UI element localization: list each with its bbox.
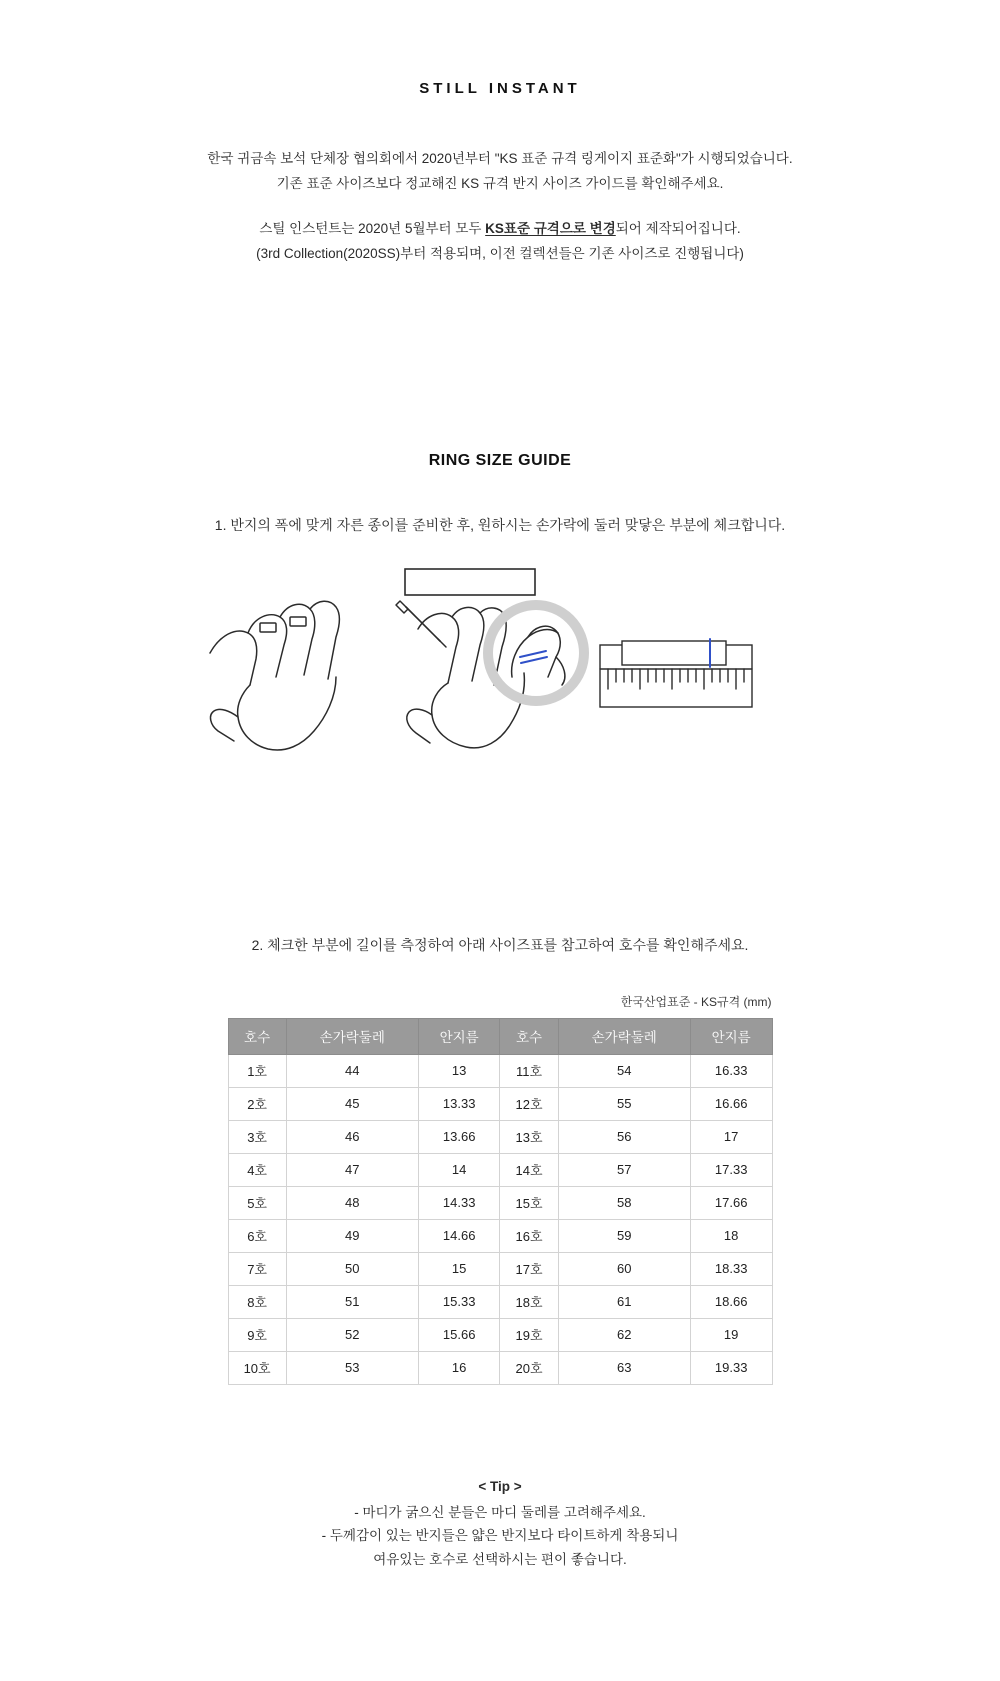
table-cell: 16호 — [500, 1219, 558, 1252]
table-cell: 15 — [418, 1252, 500, 1285]
table-cell: 20호 — [500, 1351, 558, 1384]
table-cell: 7호 — [228, 1252, 286, 1285]
size-measure-illustration — [190, 565, 810, 795]
table-cell: 55 — [558, 1087, 690, 1120]
table-cell: 1호 — [228, 1054, 286, 1087]
table-header-cell: 안지름 — [690, 1018, 772, 1054]
table-cell: 16 — [418, 1351, 500, 1384]
table-header-cell: 손가락둘레 — [558, 1018, 690, 1054]
table-cell: 58 — [558, 1186, 690, 1219]
ruler-illustration-icon — [600, 639, 752, 707]
table-cell: 18.66 — [690, 1285, 772, 1318]
tip-block — [0, 1475, 1000, 1572]
intro-line-3-emphasis: KS표준 규격으로 변경 — [485, 220, 616, 236]
table-cell: 18호 — [500, 1285, 558, 1318]
table-cell: 3호 — [228, 1120, 286, 1153]
table-cell: 14.66 — [418, 1219, 500, 1252]
table-cell: 4호 — [228, 1153, 286, 1186]
table-cell: 16.66 — [690, 1087, 772, 1120]
table-cell: 19.33 — [690, 1351, 772, 1384]
table-cell: 18 — [690, 1219, 772, 1252]
table-header-cell: 호수 — [500, 1018, 558, 1054]
intro-line-3-post: 되어 제작되어집니다. — [615, 220, 741, 236]
table-cell: 60 — [558, 1252, 690, 1285]
illustration-group — [0, 565, 1000, 795]
table-cell: 62 — [558, 1318, 690, 1351]
table-cell: 17.66 — [690, 1186, 772, 1219]
table-cell: 51 — [286, 1285, 418, 1318]
table-cell: 16.33 — [690, 1054, 772, 1087]
ring-size-guide-page — [0, 80, 1000, 1681]
intro-line-1: 한국 귀금속 보석 단체장 협의회에서 2020년부터 "KS 표준 규격 링게이지 표준화"가 시행되었습니다. — [207, 151, 793, 166]
table-cell: 17.33 — [690, 1153, 772, 1186]
table-header-cell: 손가락둘레 — [286, 1018, 418, 1054]
table-cell: 63 — [558, 1351, 690, 1384]
step-1-text: 1. 반지의 폭에 맞게 자른 종이를 준비한 후, 원하시는 손가락에 둘러 맞닿은 부분에 체크합니다. — [214, 516, 786, 533]
table-cell: 53 — [286, 1351, 418, 1384]
table-cell: 13호 — [500, 1120, 558, 1153]
table-row — [228, 1351, 772, 1384]
page-title: STILL INSTANT — [419, 80, 581, 97]
table-header-cell: 호수 — [228, 1018, 286, 1054]
table-cell: 47 — [286, 1153, 418, 1186]
table-cell: 49 — [286, 1219, 418, 1252]
table-row — [228, 1120, 772, 1153]
intro-spacer — [0, 197, 1000, 217]
table-row — [228, 1054, 772, 1087]
table-row — [228, 1252, 772, 1285]
ring-size-table — [228, 1018, 773, 1385]
tip-line-1: - 마디가 굵으신 분들은 마디 둘레를 고려해주세요. — [354, 1504, 646, 1520]
intro-line-3-pre: 스틸 인스턴트는 2020년 5월부터 모두 — [259, 220, 486, 236]
tip-line-3: 여유있는 호수로 선택하시는 편이 좋습니다. — [373, 1551, 627, 1567]
table-cell: 48 — [286, 1186, 418, 1219]
intro-line-2: 기존 표준 사이즈보다 정교해진 KS 규격 반지 사이즈 가이드를 확인해주세요. — [276, 175, 724, 191]
table-cell: 59 — [558, 1219, 690, 1252]
table-cell: 14.33 — [418, 1186, 500, 1219]
table-cell: 6호 — [228, 1219, 286, 1252]
table-cell: 13.33 — [418, 1087, 500, 1120]
table-header-row — [228, 1018, 772, 1054]
table-cell: 14호 — [500, 1153, 558, 1186]
table-cell: 10호 — [228, 1351, 286, 1384]
table-cell: 11호 — [500, 1054, 558, 1087]
table-cell: 61 — [558, 1285, 690, 1318]
table-cell: 44 — [286, 1054, 418, 1087]
table-cell: 12호 — [500, 1087, 558, 1120]
paper-strip-icon — [405, 569, 535, 595]
table-row — [228, 1219, 772, 1252]
table-cell: 18.33 — [690, 1252, 772, 1285]
table-cell: 5호 — [228, 1186, 286, 1219]
tip-line-2: - 두께감이 있는 반지들은 얇은 반지보다 타이트하게 착용되니 — [321, 1528, 679, 1544]
table-cell: 8호 — [228, 1285, 286, 1318]
table-cell: 14 — [418, 1153, 500, 1186]
section-title-ring-size-guide: RING SIZE GUIDE — [428, 451, 572, 469]
table-cell: 15호 — [500, 1186, 558, 1219]
table-cell: 17 — [690, 1120, 772, 1153]
wrap-finger-illustration-icon — [396, 601, 584, 748]
table-cell: 19 — [690, 1318, 772, 1351]
table-cell: 9호 — [228, 1318, 286, 1351]
table-cell: 54 — [558, 1054, 690, 1087]
table-row — [228, 1186, 772, 1219]
step-2-text: 2. 체크한 부분에 길이를 측정하여 아래 사이즈표를 참고하여 호수를 확인해주세요. — [251, 936, 749, 953]
intro-line-4: (3rd Collection(2020SS)부터 적용되며, 이전 컬렉션들은 기존 사이즈로 진행됩니다) — [256, 245, 744, 261]
tip-heading: < Tip > — [478, 1478, 522, 1494]
table-cell: 13.66 — [418, 1120, 500, 1153]
table-header-cell: 안지름 — [418, 1018, 500, 1054]
bottom-spacer — [0, 1571, 1000, 1681]
table-cell: 56 — [558, 1120, 690, 1153]
table-row — [228, 1087, 772, 1120]
table-cell: 15.33 — [418, 1285, 500, 1318]
table-cell: 46 — [286, 1120, 418, 1153]
intro-line-3 — [0, 217, 1000, 242]
table-cell: 19호 — [500, 1318, 558, 1351]
table-cell: 50 — [286, 1252, 418, 1285]
table-row — [228, 1285, 772, 1318]
table-cell: 15.66 — [418, 1318, 500, 1351]
table-cell: 2호 — [228, 1087, 286, 1120]
hand-illustration-icon — [210, 601, 339, 750]
table-row — [228, 1153, 772, 1186]
table-cell: 57 — [558, 1153, 690, 1186]
intro-block — [0, 147, 1000, 267]
table-cell: 52 — [286, 1318, 418, 1351]
table-row — [228, 1318, 772, 1351]
table-cell: 17호 — [500, 1252, 558, 1285]
table-cell: 45 — [286, 1087, 418, 1120]
table-caption: 한국산업표준 - KS규격 (mm) — [620, 994, 772, 1009]
table-cell: 13 — [418, 1054, 500, 1087]
